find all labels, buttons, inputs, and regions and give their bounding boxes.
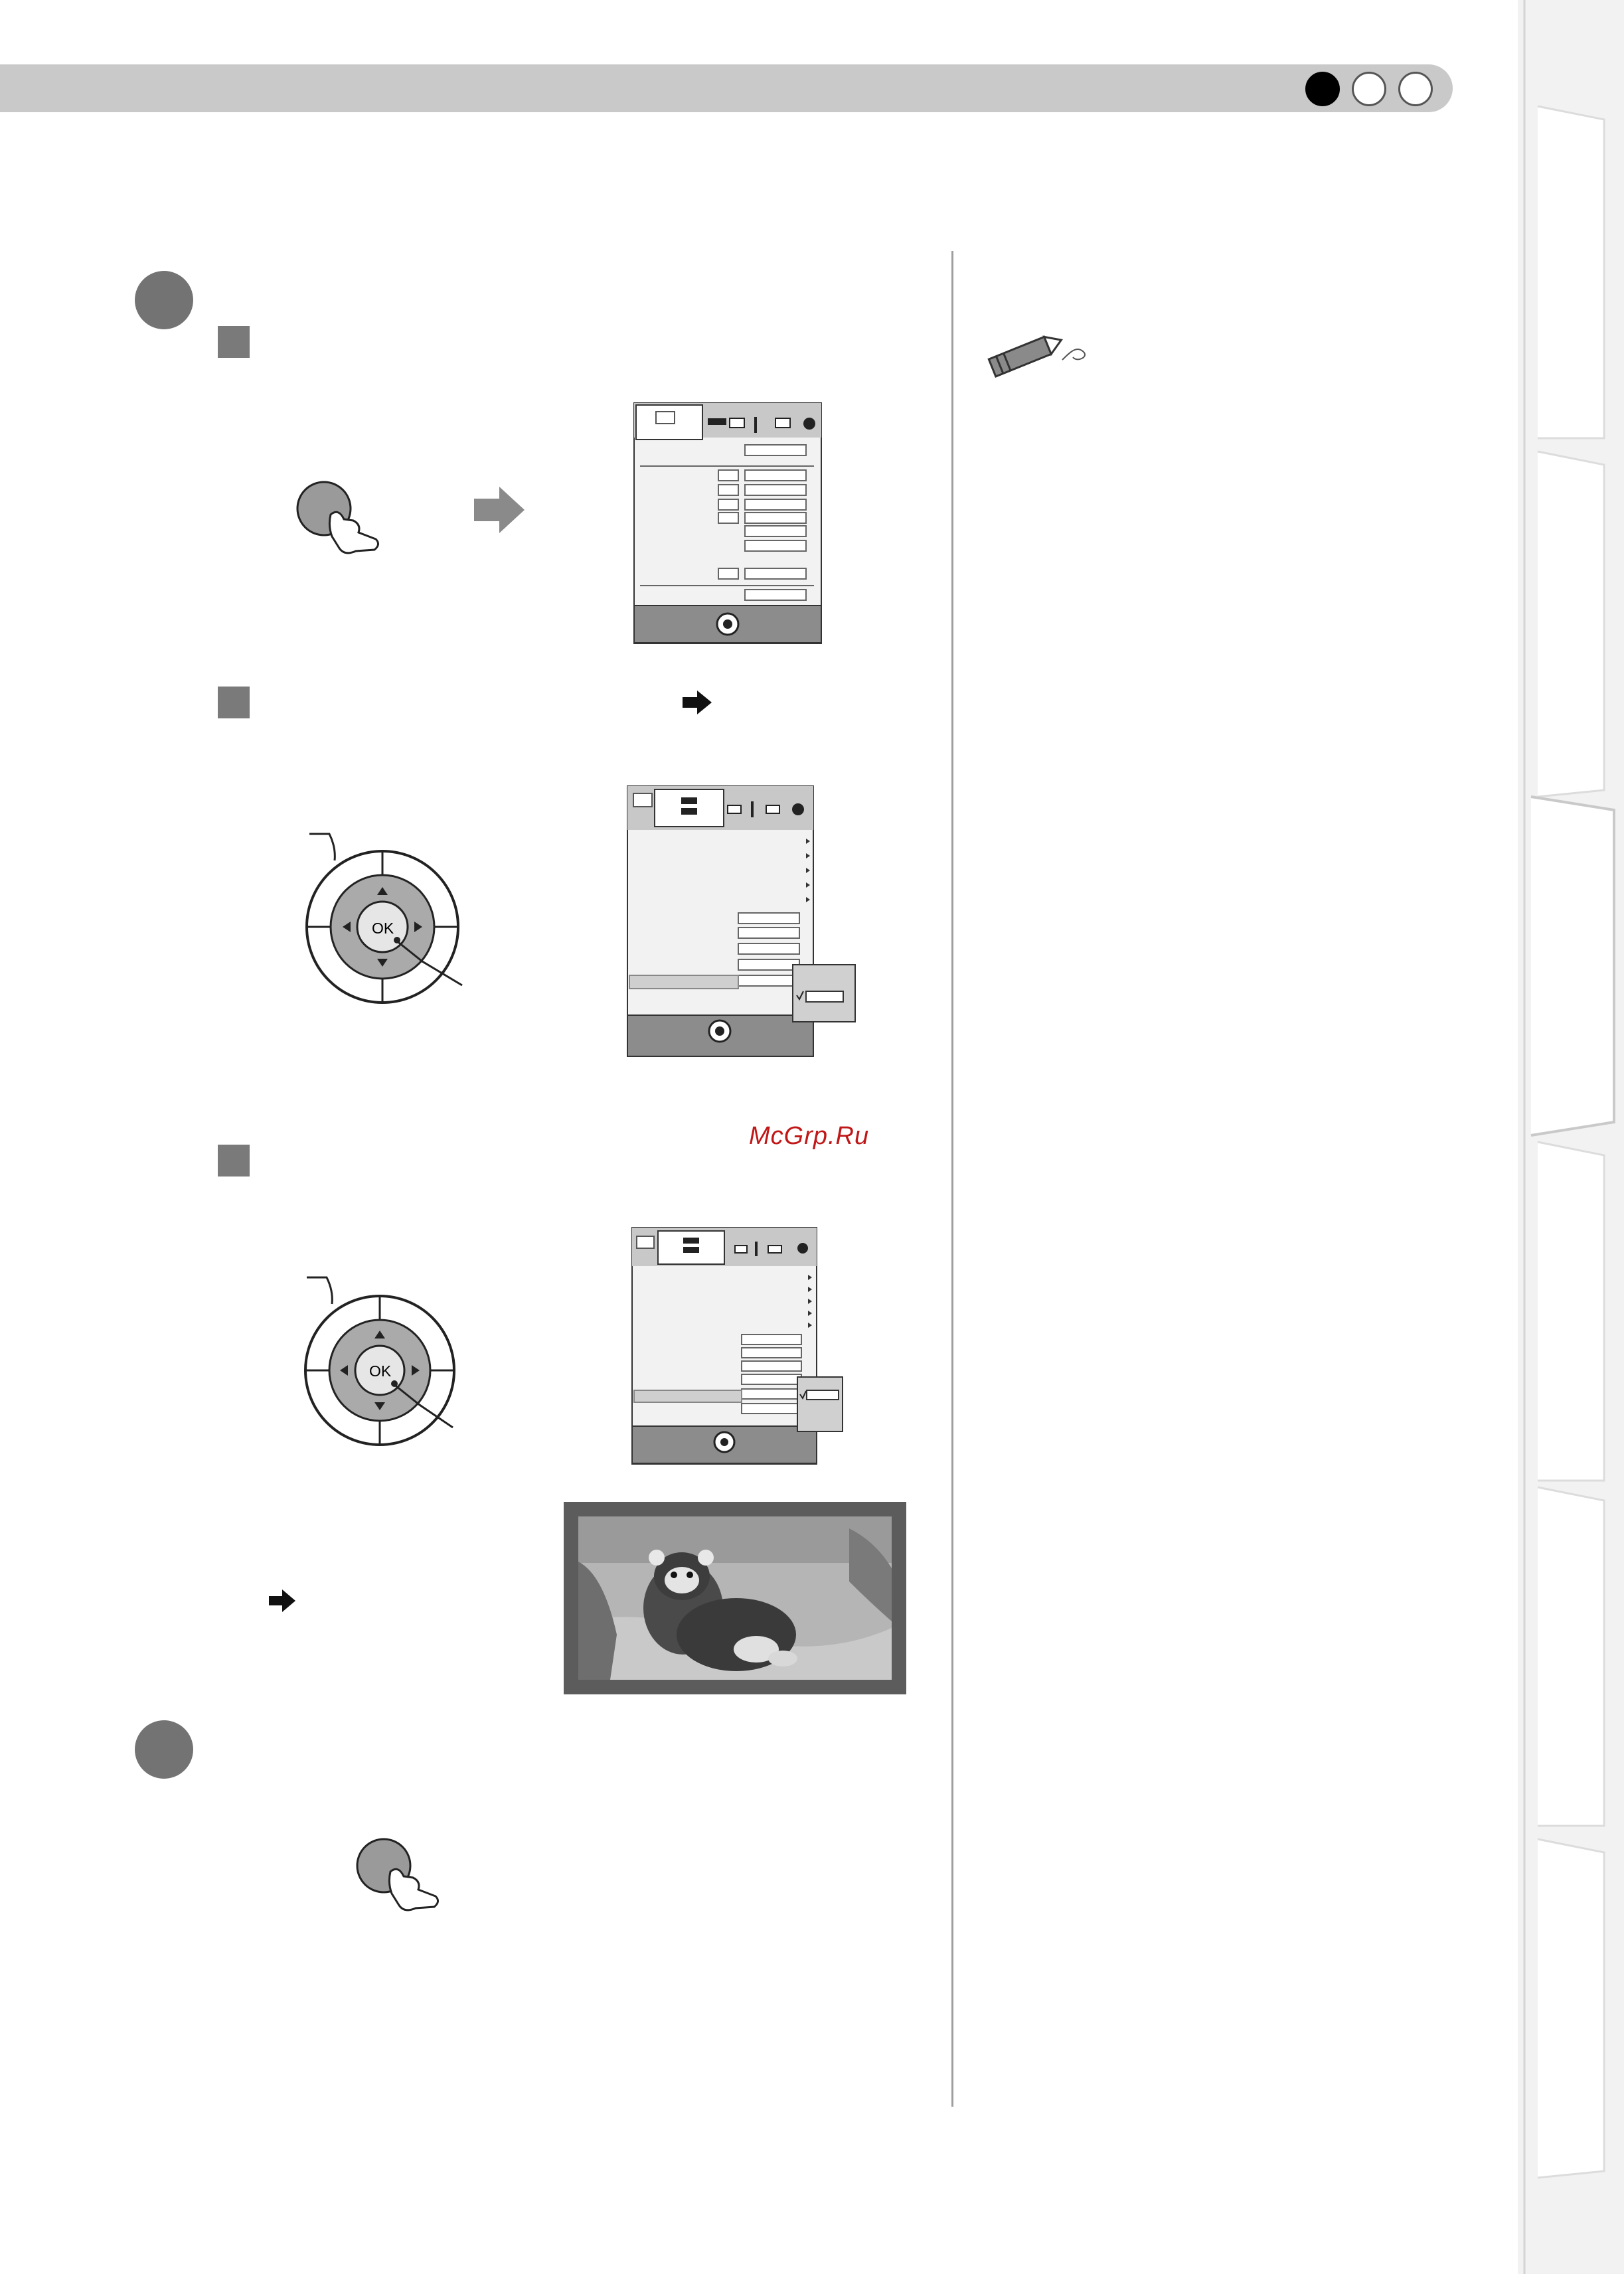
progress-dot-active [1305,72,1340,106]
step-a-marker [218,326,250,358]
progress-dot [1352,72,1386,106]
step-2-marker [135,1720,193,1779]
menu-screen-2 [627,785,856,1058]
right-arrow-icon [269,1589,295,1612]
menu-screen-3 [631,1227,844,1466]
menu-screen-1 [633,402,822,644]
side-index-tabs [1518,0,1624,2274]
header-bar [0,64,1453,112]
column-divider [951,251,953,2107]
ok-button-label: OK [372,920,394,937]
finger-press-icon[interactable] [292,478,385,558]
finger-press-icon[interactable] [352,1835,445,1915]
red-panda-photo [564,1502,906,1694]
step-c-marker [218,1145,250,1177]
ok-button-label: OK [369,1362,392,1380]
right-arrow-icon [683,690,712,714]
pencil-note-icon [984,332,1090,385]
step-b-marker [218,687,250,718]
right-arrow-icon [474,487,525,533]
step-1-marker [135,271,193,329]
progress-dot [1398,72,1433,106]
watermark: McGrp.Ru [749,1122,870,1150]
